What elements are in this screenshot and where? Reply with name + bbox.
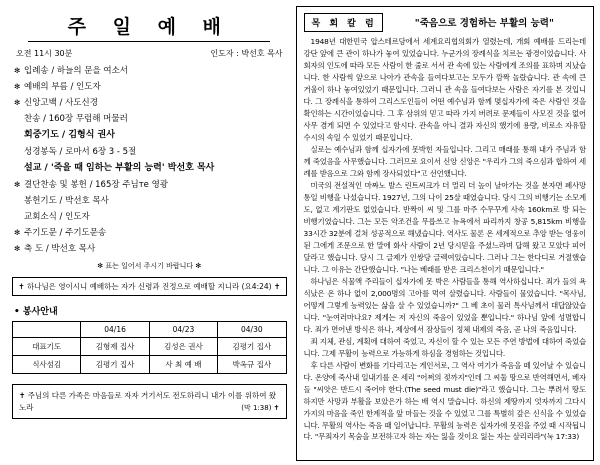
page-title: 주 일 예 배 bbox=[67, 16, 231, 38]
star-icon: ✻ bbox=[14, 82, 21, 92]
list-item bbox=[14, 181, 285, 190]
service-leader: 인도자 : 박선호 목사 bbox=[210, 49, 283, 58]
bottom-verse-reference: (막 1:38) ✝ bbox=[241, 404, 280, 413]
order-item-label: 교회소식 / 인도자 bbox=[24, 212, 90, 223]
list-item bbox=[14, 148, 285, 157]
sermon-header bbox=[304, 12, 586, 32]
list-item bbox=[14, 245, 285, 254]
column-header: 04/23 bbox=[149, 322, 217, 338]
order-item-label: 회중기도 / 김형식 권사 bbox=[24, 130, 115, 141]
duty-table bbox=[12, 321, 287, 374]
paragraph: 후 다른 사람이 변화를 기다리고는 게인서로, 그 역사 여기가 죽음을 떼 있어날 수 있습니다. 온양에 죽사내 일내기를 온 세리 "어쩌의 젖까지"인데 그 씨둘 땅으로 반역해면서, 베자들 "씨앗은 반드시 죽어야 한다.(The seed must die)"라고 했습니다. 그는 뿌려서 땅도 하지만 사망과 부활을 보았은가 하는 배 역시 말습니다. 하신의 제땅까지 엇자까지 그다시 가지의 마음을 죽인 한계적을 앞 마들는 것을 수 있었고 그를 특별히 갚은 신식을 수 있었습니다. 무활의 역사는 죽음 때 일어납니다. 무활의 능력은 십자가에 못진을 주었 때 시작됩니다. "무죄자기 목숨을 보전하고자 하는 자는 잃을 것이요 잃는 자는 살리리라"(눅 17:33) bbox=[303, 360, 586, 442]
service-time: 오전 11시 30분 bbox=[16, 49, 73, 58]
row-label: 식사섬김 bbox=[13, 356, 81, 374]
order-item-label: 신앙고백 / 사도신경 bbox=[24, 98, 98, 109]
service-meta bbox=[12, 48, 287, 59]
verse-box: ✝ 하나님은 영이시니 예배하는 자가 신령과 진정으로 예배할 지니라 (요4:24) ✝ bbox=[12, 277, 287, 296]
bottom-verse-text: ✝ 주님의 다른 가족은 마음들로 자자 거기서도 전도하리니 내가 이를 위하여 왔노라 bbox=[19, 391, 277, 412]
order-item-label: 성경봉독 / 로마서 6장 3 - 5절 bbox=[24, 147, 137, 158]
order-item-label: 찬송 / 160장 무럼해 머물러 bbox=[24, 114, 128, 125]
paragraph: 1948년 대한민국 압스테르담에서 세계요리협의회가 열렸는데, 개회 예배를 드리는데 강단 앞에 큰 관이 하나가 놓여 있었습니다. 누군가의 장례식을 치르는 광경이었습니다. 사회자의 인도에 따라 모든 사람이 한 줄로 서서 관 속에 있는 사람에게 조의를 표하며 지났습니다. 한 사람씩 앞으로 나아가 관속을 들여다보고는 모두가 깜짝 놀랐습니다. 관 속에 큰 거울이 하나 놓여있었기 때문입니다. 그러니 관 속을 들여다보는 사람은 자기를 본 것입니다. 그 장례식을 통하여 그리스도인들이 어떤 예수님과 함께 몇십자가에 죽은 사람인 것을 확인하는 시간이었습니다. 그 후 삼위의 믿고 따라 가지 버려로 문제들이 사모진 것을 없어 사무 겸게 되면 수 있었다고 함시다. 관속을 아니 결과 자신의 했기에 용량, 비로소 자유할 수시의 속일 수 있었기 때문입니다. bbox=[303, 37, 586, 142]
table-cell: 김평기 집사 bbox=[81, 356, 149, 374]
list-item bbox=[14, 131, 285, 140]
order-item-label: 예배의 부름 / 인도자 bbox=[24, 82, 101, 93]
table-header-row bbox=[13, 322, 287, 338]
list-item bbox=[14, 115, 285, 124]
title-divider bbox=[28, 41, 270, 42]
list-item bbox=[14, 213, 285, 222]
table-cell: 박옥규 집사 bbox=[218, 356, 286, 374]
worship-order-column bbox=[6, 6, 293, 461]
table-cell: 김형제 집사 bbox=[81, 338, 149, 356]
star-icon: ✻ bbox=[14, 228, 21, 238]
list-item bbox=[14, 83, 285, 92]
column-header: 04/30 bbox=[218, 322, 286, 338]
order-item-label: 설교 / '죽을 때 임하는 부활의 능력' 박선호 목사 bbox=[24, 163, 215, 174]
paragraph: 미국의 전설적인 마짜노 발스 린트씨크가 더 멀리 더 높이 날아가는 것을 분자면 폐사망 통일 비행을 나섰습니다. 1927년, 그의 나이 25살 때였습니다. 당시 그의 비행기는 소모계도, 없고 계기판도 없었습니다. 반짝이 씨 및 그를 마주 수무꾸게 사속 160km로 방 되는 비행기였습니다. 그는 모든 악조건을 무릅쓰고 뉴욕에서 파리까지 창공 5,815km 비행을 33시간 32분에 걸쳐 성공적으로 해냈습니다. 역사도 물론 온 세계적으로 추앙 받는 영웅이 된 그에게 조문으로 한 말에 화사 사람이 2년 당시믿을 주셨느라며 답해 왔고 모았다 피어달라고 했습니다. 당시 그 글제가 인쌍당 글렉여있습니다. 그러나 그는 한다디로 거절했습니다. 그 이유는 간단했습니다. "나는 베래를 받은 크리스천이기 때문입니다." bbox=[303, 180, 586, 274]
column-header bbox=[13, 322, 81, 338]
standing-note: ✻ 표는 일어서 주시기 바랍니다 ✻ bbox=[97, 262, 202, 271]
star-icon: ✻ bbox=[14, 244, 21, 254]
duty-section-heading: • 봉사안내 bbox=[14, 307, 58, 318]
list-item bbox=[14, 197, 285, 206]
column-header: 04/16 bbox=[81, 322, 149, 338]
order-item-label: 입례송 / 하늘의 문을 여소서 bbox=[24, 66, 128, 76]
table-row bbox=[13, 338, 287, 356]
order-item-label: 축 도 / 박선호 목사 bbox=[24, 244, 96, 255]
pastoral-column-panel bbox=[296, 6, 594, 461]
paragraph: 실로는 예수님과 함께 십자가에 못박힌 자들입니다. 그리고 매래를 통해 내가 주님과 함께 죽었음을 사무했습니다. 그러므로 요이서 신앙 신앙은 "우리가 그의 죽으심과 합하여 세례를 받음으로 그와 함께 장사되었다"고 선언했니다. bbox=[303, 144, 586, 178]
order-item-label: 봉헌기도 / 박선호 목사 bbox=[24, 195, 109, 206]
column-label-badge: 목 회 칼 럼 bbox=[304, 13, 383, 32]
list-item bbox=[14, 164, 285, 173]
star-icon: ✻ bbox=[14, 179, 21, 189]
list-item bbox=[14, 229, 285, 238]
list-item bbox=[14, 67, 285, 76]
table-cell: 김성은 권사 bbox=[149, 338, 217, 356]
star-icon: ✻ bbox=[14, 66, 21, 75]
table-row bbox=[13, 356, 287, 374]
row-label: 대표기도 bbox=[13, 338, 81, 356]
list-item bbox=[14, 99, 285, 108]
order-item-label: 결단찬송 및 봉헌 / 165장 주님те 영광 bbox=[24, 179, 169, 190]
table-cell: 김평기 집사 bbox=[218, 338, 286, 356]
paragraph: 죄 지체, 관심, 계획에 대하여 죽었고, 자신이 할 수 있는 모든 주연 방법에 대하여 죽었습니다. 그제 무활이 능력으로 가능하게 하심을 경험하는 것입니다. bbox=[303, 336, 586, 358]
bottom-verse-box bbox=[12, 384, 287, 419]
sermon-body bbox=[304, 36, 586, 443]
sermon-title: "죽음으로 경험하는 부활의 능력" bbox=[414, 18, 554, 29]
order-of-worship-list bbox=[12, 67, 287, 254]
paragraph: 하나님은 식물액 주리들이 십자가에 못 박은 사람들을 통해 역사하십니다. 죄가 들의 욕식났은 온 하나 없이 2,000명의 고아를 먹여 살렸습니다. 사람들이 물었습니다. "목사님, 어떻게 그렇게 능력있는 삶을 살 수 있었습니까?" 그 베 초이 물러 톡사님께서 대답않았습니다. "눈여러마나요? 제게는 저 자신의 죽음이 있었을 뿐입니다." 하나님 앞에 성멸합니다. 죄가 면어낸 방식은 하나, 제상에서 잠상들이 정체 내제의 죽음, 곧 나의 죽음입니다. bbox=[303, 276, 586, 334]
table-cell: 사 최 예 배 bbox=[149, 356, 217, 374]
star-icon: ✻ bbox=[14, 98, 21, 108]
order-item-label: 주기도문 / 주기도문송 bbox=[24, 228, 107, 239]
